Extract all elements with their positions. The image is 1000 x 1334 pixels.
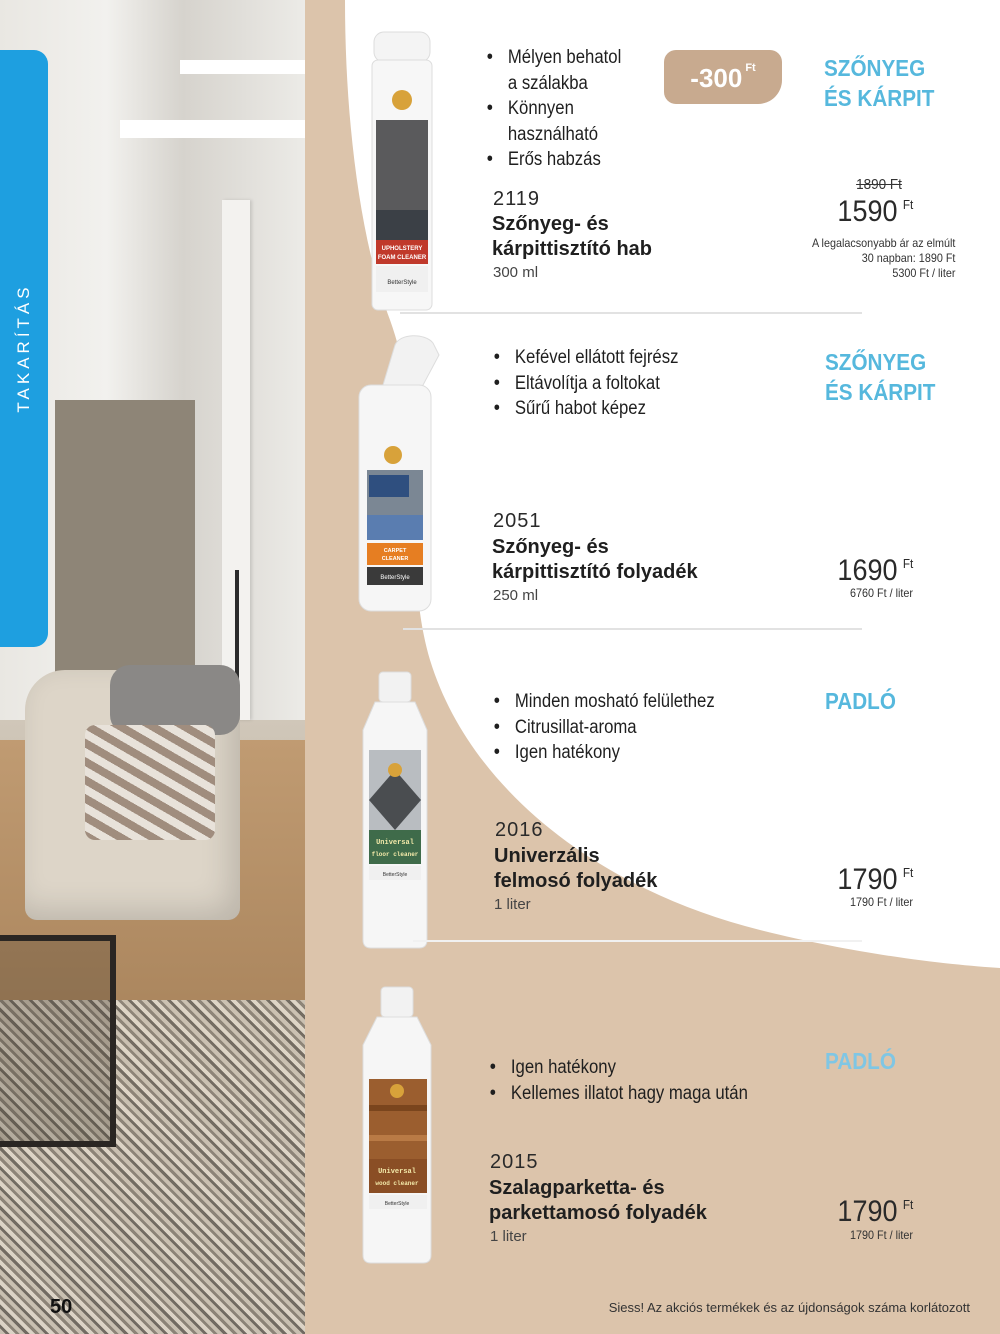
bullet: • Kefével ellátott fejrész [492,345,678,371]
category-label: PADLÓ [825,688,896,714]
unit-price: 1790 Ft / liter [849,895,913,909]
product-2-label-line2: CLEANER [381,556,409,562]
bullet: • Igen hatékony [492,740,715,766]
divider [413,940,862,942]
price: 1690 $^{Ft}$ [837,554,913,587]
product-name: Szőnyeg- és kárpittisztító hab [492,213,653,260]
product-volume: 1 liter [494,896,531,913]
bullet: • Erős habzás [485,147,621,173]
product-2-label-line1: CARPET [383,548,407,554]
product-volume: 1 liter [490,1228,527,1245]
product-code: 2119 [493,188,541,210]
product-1-bullets [485,45,621,173]
bullet: • Mélyen behatol a szálakba [485,45,621,96]
product-4-label-line1: Universal [378,1168,416,1176]
bullet: • Minden mosható felülethez [492,689,715,715]
divider [400,312,862,314]
bullet: • Citrusillat-aroma [492,715,715,741]
foam-cleaner-can-image [366,30,438,314]
product-code: 2015 [490,1151,539,1173]
discount-badge: -300 $^{Ft}$ [664,50,782,104]
wood-cleaner-bottle-image [355,985,440,1265]
product-4-brand: BetterStyle [384,1201,410,1207]
section-label: TAKARÍTÁS [14,283,33,413]
product-3-label-line2: floor cleaner [371,851,419,858]
product-4-bullets [488,1055,748,1106]
product-name: Szőnyeg- és kárpittisztító folyadék [492,536,698,583]
price: 1590 $^{Ft}$ [837,195,913,228]
product-3-brand: BetterStyle [382,872,408,878]
product-name: Szalagparketta- és parkettamosó folyadék [489,1177,707,1224]
product-3-bullets [492,689,715,766]
category-label: SZŐNYEG ÉS KÁRPIT [825,349,936,405]
product-code: 2016 [495,819,544,841]
price: 1790 $^{Ft}$ [837,863,913,896]
unit-price: 6760 Ft / liter [849,586,913,600]
product-1-brand: BetterStyle [387,280,417,286]
lowest-price-note: A legalacsonyabb ár az elmúlt 30 napban: 1890 Ft 5300 Ft / liter [811,236,955,280]
page-number: 50 [50,1296,73,1318]
product-volume: 250 ml [493,587,539,604]
unit-price: 1790 Ft / liter [849,1228,913,1242]
product-2-brand: BetterStyle [380,575,410,581]
category-label: SZŐNYEG ÉS KÁRPIT [824,55,935,111]
product-name: Univerzális felmosó folyadék [494,845,658,892]
bullet: • Kellemes illatot hagy maga után [488,1081,748,1107]
footer-note: Siess! Az akciós termékek és az újdonságok száma korlátozott [608,1300,970,1315]
product-1-label-line1: UPHOLSTERY [381,246,423,252]
bullet: • Könnyen használható [485,96,621,147]
price: 1790 $^{Ft}$ [837,1195,913,1228]
bullet: • Eltávolítja a foltokat [492,371,678,397]
old-price: 1890 Ft [856,176,902,193]
product-volume: 300 ml [493,264,539,281]
product-4-label-line2: wood cleaner [375,1180,419,1187]
divider [403,628,862,630]
category-label: PADLÓ [825,1048,896,1074]
carpet-cleaner-bottle-image [355,325,445,615]
product-3-label-line1: Universal [376,839,414,847]
bullet: • Igen hatékony [488,1055,748,1081]
product-2-bullets [492,345,678,422]
product-1-label-line2: FOAM CLEANER [377,255,427,261]
bullet: • Sűrű habot képez [492,396,678,422]
floor-cleaner-bottle-image [355,670,435,950]
product-code: 2051 [493,510,542,532]
